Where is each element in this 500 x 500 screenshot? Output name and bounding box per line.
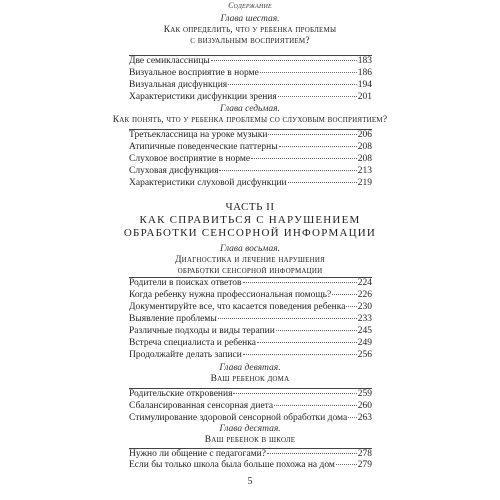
dot-leader	[288, 182, 357, 183]
dot-leader	[348, 417, 357, 418]
dot-leader	[346, 306, 356, 307]
chapter-9-title: Ваш ребенок дома	[210, 374, 290, 384]
chapter-7-title: Как понять, что у ребенка проблемы со слуховым восприятием?	[112, 115, 388, 125]
chapter-10-title: Ваш ребенок в школе	[204, 435, 296, 445]
toc-entry-title: Различные подходы и виды терапии	[129, 326, 275, 336]
toc-entry-title: Стимулирование здоровой сенсорной обработки дома	[129, 413, 348, 423]
toc-entry-title: Две семиклассницы	[129, 56, 210, 66]
dot-leader	[228, 84, 357, 85]
toc-entry-title: Сбалансированная сенсорная диета	[129, 401, 274, 411]
chapter-9-heading	[0, 363, 500, 385]
toc-entry[interactable]	[129, 401, 372, 412]
chapter-6-heading	[0, 14, 500, 47]
part-2-label: ЧАСТЬ II	[225, 201, 275, 213]
part-2-title-line-1: КАК СПРАВИТЬСЯ С НАРУШЕНИЕМ	[139, 214, 361, 226]
chapter-8-heading	[0, 244, 500, 277]
toc-entry-title: Нужно ли общение с педагогами?	[129, 449, 266, 459]
dot-leader	[278, 96, 357, 97]
dot-leader	[233, 393, 356, 394]
toc-entry-title: Документируйте все, что касается поведения ребенка	[129, 302, 346, 312]
toc-entry-page: 256	[357, 350, 372, 360]
toc-entry[interactable]	[129, 68, 372, 79]
toc-entry-page: 224	[357, 278, 372, 288]
toc-entry[interactable]	[129, 166, 372, 177]
toc-entry[interactable]	[129, 80, 372, 91]
toc-entry-page: 208	[357, 142, 372, 152]
toc-entry[interactable]	[129, 178, 372, 189]
toc-entry[interactable]	[129, 154, 372, 165]
toc-entry-title: Слуховая дисфункция	[129, 166, 219, 176]
toc-entry-page: 249	[357, 338, 372, 348]
toc-entry[interactable]	[129, 326, 372, 337]
toc-entry-page: 278	[357, 449, 372, 459]
toc-entry[interactable]	[129, 314, 372, 325]
toc-entry-page: 226	[357, 290, 372, 300]
part-2-title-line-2: ОБРАБОТКИ СЕНСОРНОЙ ИНФОРМАЦИИ	[123, 227, 377, 239]
toc-entry[interactable]	[129, 389, 372, 400]
toc-entry-page: 206	[357, 130, 372, 140]
toc-entry-page: 263	[357, 413, 372, 423]
dot-leader	[211, 60, 357, 61]
toc-entry[interactable]	[129, 413, 372, 424]
chapter-6-label: Глава шестая.	[220, 14, 280, 24]
chapter-9-label: Глава девятая.	[219, 363, 281, 373]
toc-entry[interactable]	[129, 460, 372, 471]
dot-leader	[243, 354, 357, 355]
toc-entry-page: 233	[357, 314, 372, 324]
chapter-10-heading	[0, 424, 500, 446]
toc-entry-title: Характеристики слуховой дисфункции	[129, 178, 287, 188]
toc-entry-title: Атипичные поведенческие паттерны	[129, 142, 278, 152]
toc-entry-title: Когда ребенку нужна профессиональная помощь?	[129, 290, 332, 300]
toc-entry[interactable]	[129, 278, 372, 289]
toc-entry[interactable]	[129, 449, 372, 460]
toc-entry-title: Если бы только школа была больше похожа на дом	[129, 460, 335, 470]
page-number: 5	[247, 476, 253, 487]
dot-leader	[274, 405, 357, 406]
chapter-7-heading	[0, 104, 500, 126]
toc-entry-page: 259	[357, 389, 372, 399]
dot-leader	[279, 146, 357, 147]
chapter-8-label: Глава восьмая.	[220, 244, 280, 254]
chapter-8-title-line-1: Диагностика и лечение нарушения	[174, 255, 326, 265]
toc-entry-title: Родители в поисках ответов	[129, 278, 242, 288]
dot-leader	[243, 282, 357, 283]
toc-entry-title: Визуальная дисфункция	[129, 80, 228, 90]
toc-entry[interactable]	[129, 290, 372, 301]
dot-leader	[218, 318, 357, 319]
dot-leader	[267, 453, 357, 454]
toc-entry-page: 219	[357, 178, 372, 188]
toc-entry-title: Родительские откровения	[129, 389, 233, 399]
toc-entry[interactable]	[129, 142, 372, 153]
toc-entry[interactable]	[129, 302, 372, 313]
dot-leader	[260, 72, 357, 73]
toc-entry-title: Визуальное восприятие в норме	[129, 68, 259, 78]
toc-entry[interactable]	[129, 92, 372, 103]
running-head: Содержание	[228, 1, 272, 10]
chapter-10-label: Глава десятая.	[219, 424, 281, 434]
toc-entry-page: 201	[357, 92, 372, 102]
dot-leader	[268, 134, 356, 135]
dot-leader	[257, 342, 357, 343]
chapter-8-title-line-2: обработки сенсорной информации	[177, 266, 323, 276]
toc-entry-page: 183	[357, 56, 372, 66]
toc-entry-page: 213	[357, 166, 372, 176]
toc-entry-page: 260	[357, 401, 372, 411]
toc-entry[interactable]	[129, 338, 372, 349]
toc-entry-title: Третьеклассница на уроке музыки	[129, 130, 268, 140]
chapter-6-title-line-1: Как определить, что у ребенка проблемы	[163, 25, 337, 35]
toc-entry-page: 245	[357, 326, 372, 336]
toc-entry-title: Характеристики дисфункции зрения	[129, 92, 277, 102]
dot-leader	[219, 170, 356, 171]
toc-entry-page: 208	[357, 154, 372, 164]
toc-entry-page: 186	[357, 68, 372, 78]
toc-entry-page: 194	[357, 80, 372, 90]
toc-entry-title: Продолжайте делать записи	[129, 350, 242, 360]
part-2-heading	[0, 201, 500, 240]
toc-entry[interactable]	[129, 350, 372, 361]
toc-entry-page: 279	[357, 460, 372, 470]
dot-leader	[276, 330, 357, 331]
toc-entry[interactable]	[129, 56, 372, 67]
dot-leader	[336, 464, 357, 465]
toc-entry-title: Встреча специалиста и ребенка	[129, 338, 256, 348]
dot-leader	[251, 158, 357, 159]
chapter-6-title-line-2: с визуальным восприятием?	[190, 36, 310, 46]
toc-entry[interactable]	[129, 130, 372, 141]
dot-leader	[332, 294, 357, 295]
toc-entry-title: Слуховое восприятие в норме	[129, 154, 251, 164]
toc-entry-title: Выявление проблемы	[129, 314, 217, 324]
toc-entry-page: 230	[357, 302, 372, 312]
chapter-7-label: Глава седьмая.	[220, 104, 280, 114]
